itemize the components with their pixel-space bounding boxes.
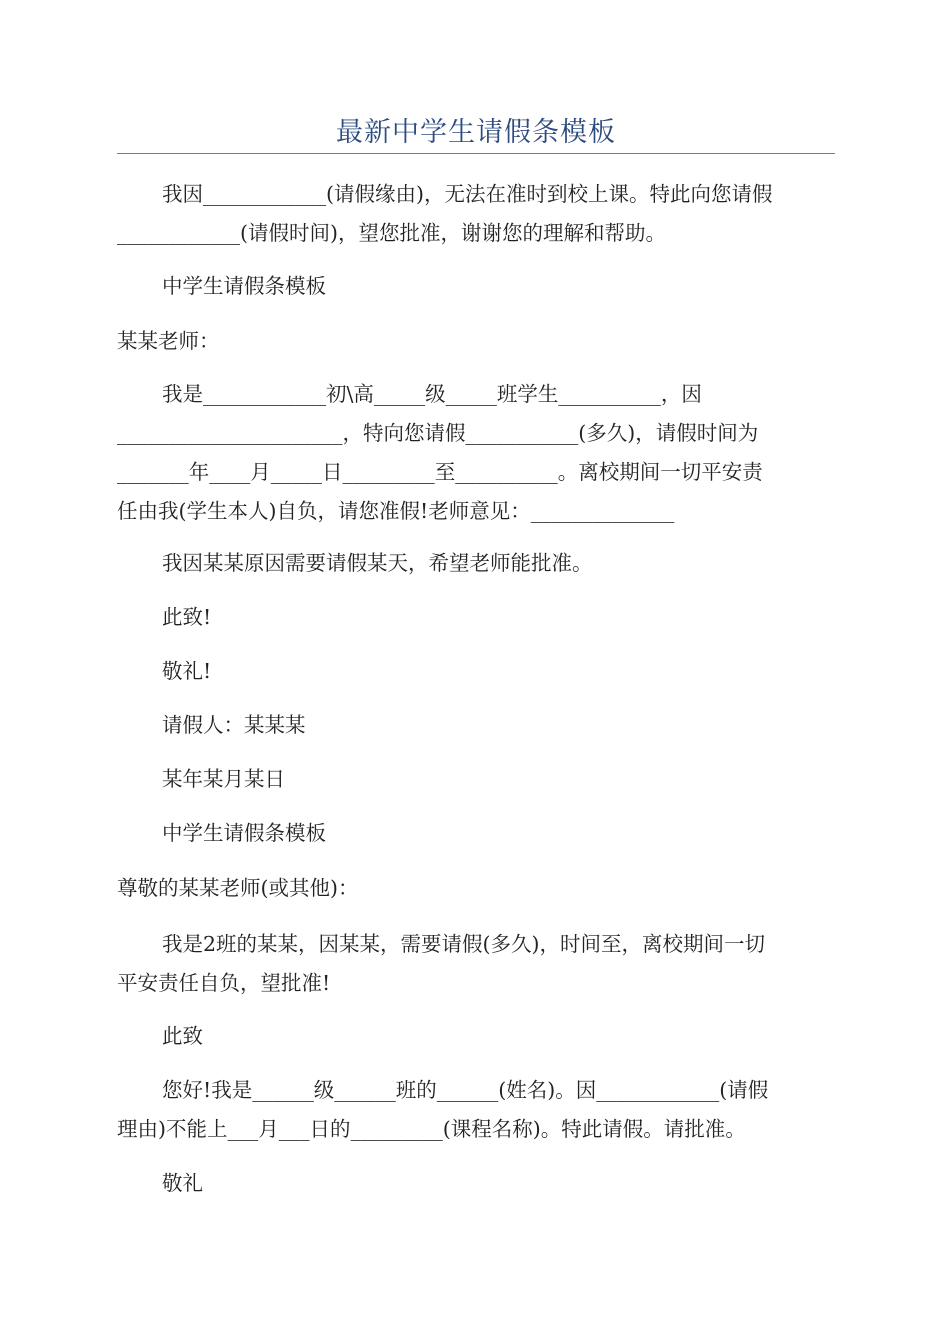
paragraph-line: 平安责任自负，望批准!	[117, 971, 331, 995]
section-heading: 中学生请假条模板	[162, 274, 326, 298]
paragraph-line: 任由我(学生本人)自负，请您准假!老师意见：______________	[117, 499, 675, 523]
title-underline	[117, 153, 835, 154]
paragraph-course-request	[117, 1071, 835, 1149]
closing-line: 敬礼!	[162, 659, 212, 683]
closing-line: 此致!	[162, 605, 212, 629]
salutation: 某某老师：	[117, 329, 220, 353]
signer-line: 请假人：某某某	[162, 713, 306, 737]
salutation: 尊敬的某某老师(或其他)：	[117, 876, 359, 900]
paragraph-line: _______年____月_____日_________至__________。离校期间一切平安责	[117, 460, 763, 484]
paragraph-line: 我是2班的某某，因某某，需要请假(多久)，时间至，离校期间一切	[162, 932, 766, 956]
paragraph-class-request	[117, 925, 835, 1003]
paragraph-line: ______________________，特向您请假___________(多久)，请假时间为	[117, 421, 759, 445]
paragraph-form	[117, 375, 835, 531]
paragraph-line: 您好!我是______级______班的______(姓名)。因____________(请假	[162, 1078, 769, 1102]
paragraph-request: 我因某某原因需要请假某天，希望老师能批准。	[162, 551, 593, 575]
paragraph-line: 我因____________(请假缘由)，无法在准时到校上课。特此向您请假	[162, 182, 773, 206]
paragraph-line: ____________(请假时间)，望您批准，谢谢您的理解和帮助。	[117, 221, 666, 245]
section-heading: 中学生请假条模板	[162, 821, 326, 845]
paragraph-intro	[117, 175, 835, 253]
closing-line: 此致	[162, 1024, 203, 1048]
paragraph-line: 理由)不能上___月___日的_________(课程名称)。特此请假。请批准。	[117, 1117, 746, 1141]
date-line: 某年某月某日	[162, 767, 285, 791]
document-page	[117, 0, 835, 1344]
paragraph-line: 我是____________初\高_____级_____班学生__________，因	[162, 382, 702, 406]
closing-line: 敬礼	[162, 1171, 203, 1195]
document-title: 最新中学生请假条模板	[336, 117, 616, 148]
